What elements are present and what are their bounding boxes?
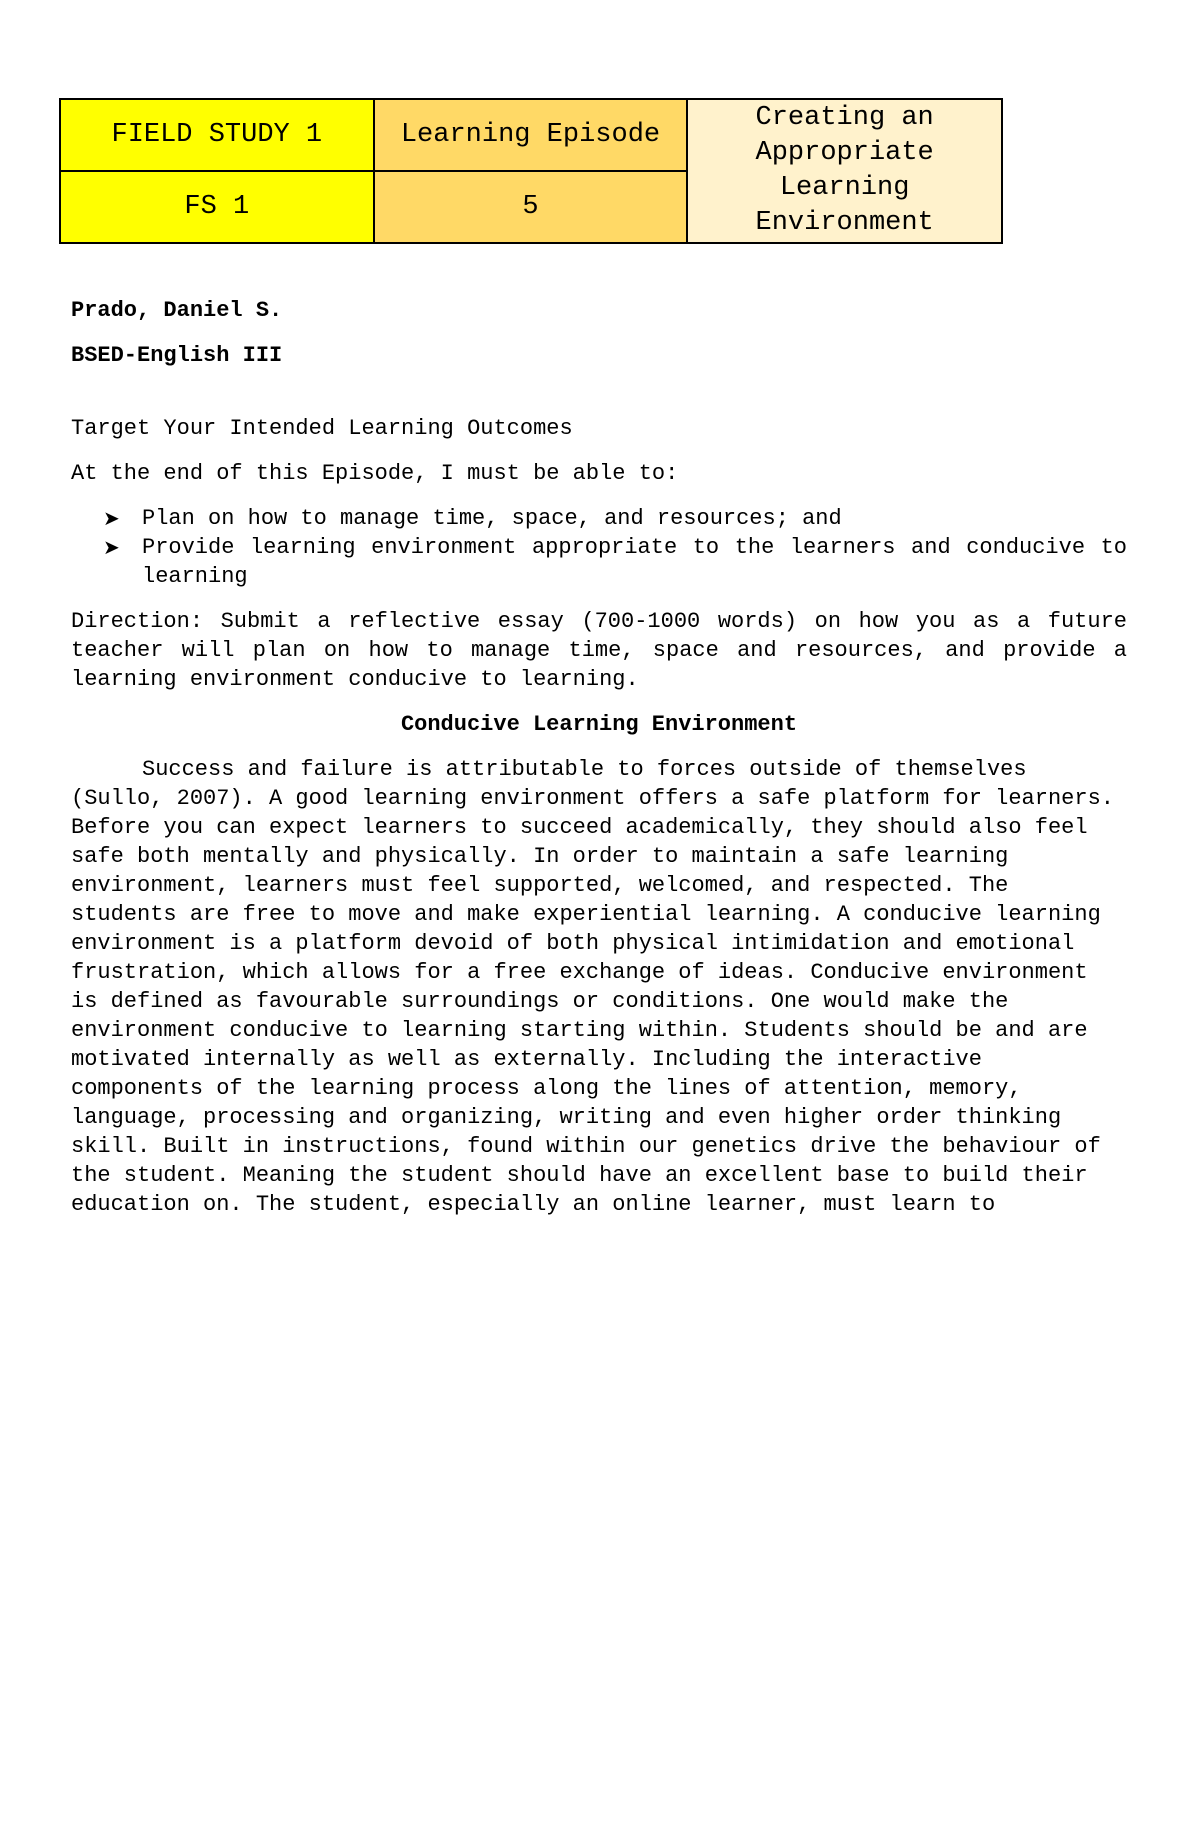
arrow-bullet-icon: ➤ <box>103 506 120 530</box>
episode-title-cell: Creating an Appropriate Learning Environment <box>687 99 1002 243</box>
list-item <box>71 533 1127 591</box>
document-content <box>71 296 1127 1219</box>
outcome-text: Plan on how to manage time, space, and resources; and <box>142 506 842 531</box>
arrow-bullet-icon: ➤ <box>103 535 120 559</box>
header-table <box>59 98 1003 244</box>
list-item <box>71 504 1127 533</box>
student-name: Prado, Daniel S. <box>71 298 283 323</box>
outcome-text: Provide learning environment appropriate to the learners and conducive to learning <box>142 535 1127 589</box>
outcomes-list <box>71 504 1127 591</box>
ilo-heading: Target Your Intended Learning Outcomes <box>71 416 573 441</box>
student-program: BSED-English III <box>71 343 283 368</box>
essay-body: Success and failure is attributable to forces outside of themselves (Sullo, 2007). A good learning environment offers a safe platform for learners. Before you can expect learners to succeed academically, they should also feel safe both mentally and physically. In order to maintain a safe learning environment, learners must feel supported, welcomed, and respected. The students are free to move and make experiential learning. A conducive learning environment is a platform devoid of both physical intimidation and emotional frustration, which allows for a free exchange of ideas. Conducive environment is defined as favourable surroundings or conditions. One would make the environment conducive to learning starting within. Students should be and are motivated internally as well as externally. Including the interactive components of the learning process along the lines of attention, memory, language, processing and organizing, writing and even higher order thinking skill. Built in instructions, found within our genetics drive the behaviour of the student. Meaning the student should have an excellent base to build their education on. The student, especially an online learner, must learn to <box>71 757 1114 1217</box>
essay-title: Conducive Learning Environment <box>400 712 798 737</box>
ilo-intro: At the end of this Episode, I must be able to: <box>71 461 679 486</box>
episode-label-cell: Learning Episode <box>374 99 688 171</box>
direction-text: Direction: Submit a reflective essay (700-1000 words) on how you as a future teacher will plan on how to manage time, space and resources, and provide a learning environment conducive to learning. <box>71 609 1127 692</box>
episode-number-cell: 5 <box>374 171 688 243</box>
course-short-cell: FS 1 <box>60 171 374 243</box>
header-row-1 <box>60 99 1002 171</box>
course-code-cell: FIELD STUDY 1 <box>60 99 374 171</box>
